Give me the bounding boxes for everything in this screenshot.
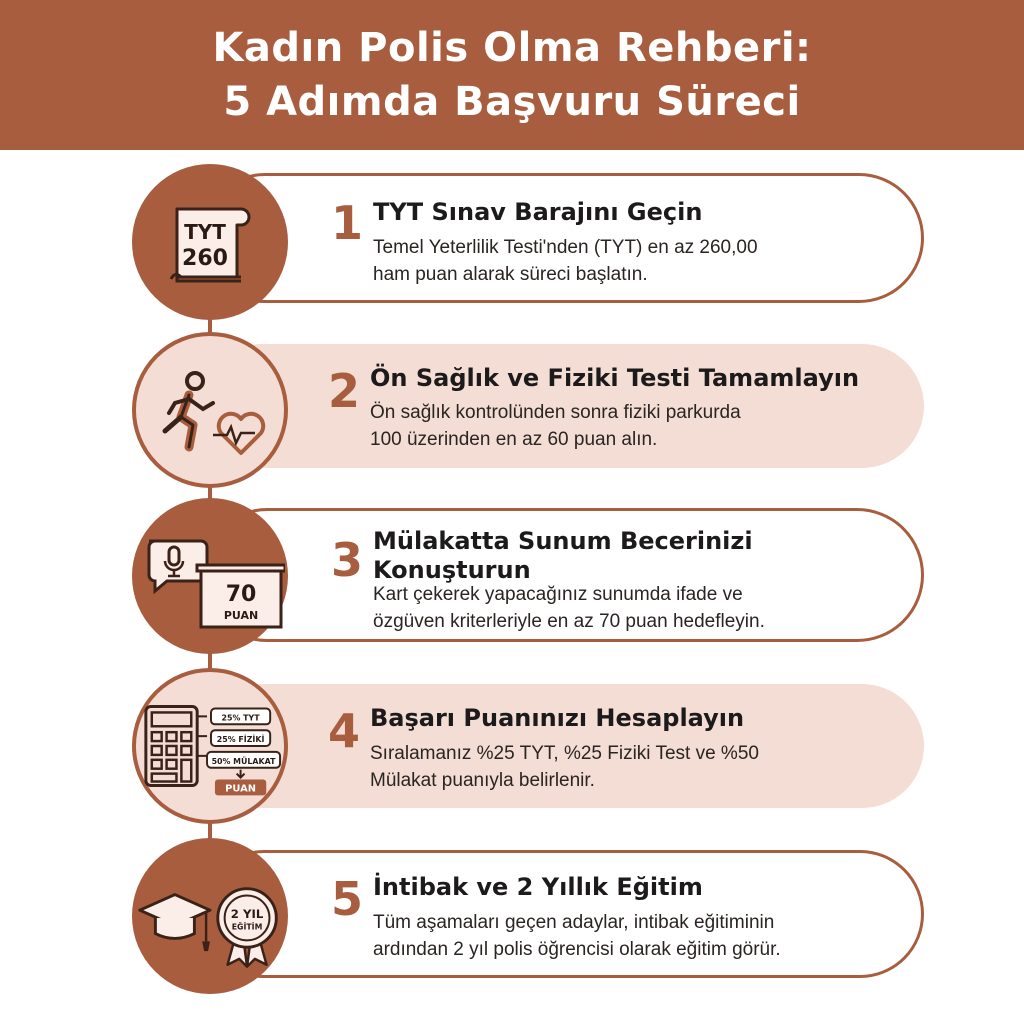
step-3-card xyxy=(200,508,924,642)
step-5-number: 5 xyxy=(331,871,364,926)
step-1-description xyxy=(373,234,873,288)
icon-text-fiziki-share: 25% FİZİKİ xyxy=(216,735,265,745)
page-title-line-1: Kadın Polis Olma Rehberi: xyxy=(212,25,812,71)
runner-heart-icon xyxy=(145,355,275,465)
step-3-desc-line-1: Kart çekerek yapacağınız sunumda ifade ve xyxy=(373,584,743,605)
step-3-description xyxy=(373,581,873,635)
step-2-description xyxy=(370,399,870,453)
step-1-icon-circle xyxy=(132,164,288,320)
step-3-title-line-2: Konuşturun xyxy=(373,556,531,584)
icon-text-puan: PUAN xyxy=(223,609,259,622)
step-4-card xyxy=(200,684,924,808)
step-1-title: TYT Sınav Barajını Geçin xyxy=(373,198,703,226)
step-3-title-line-1: Mülakatta Sunum Becerinizi xyxy=(373,527,753,555)
step-3-desc-line-2: özgüven kriterleriyle en az 70 puan hedefleyin. xyxy=(373,611,765,632)
step-4-desc-line-2: Mülakat puanıyla belirlenir. xyxy=(370,770,595,791)
step-2-card xyxy=(200,344,924,468)
step-4-icon-circle xyxy=(132,668,288,824)
step-3-icon-circle xyxy=(132,498,288,654)
step-4-desc-line-1: Sıralamanız %25 TYT, %25 Fiziki Test ve %50 xyxy=(370,743,759,764)
icon-text-70: 70 xyxy=(225,582,257,607)
step-4-description xyxy=(370,740,870,794)
header-banner xyxy=(0,0,1024,150)
step-5-card xyxy=(200,850,924,978)
step-1-desc-line-2: ham puan alarak süreci başlatın. xyxy=(373,264,648,285)
step-1-desc-line-1: Temel Yeterlilik Testi'nden (TYT) en az 260,00 xyxy=(373,237,758,258)
step-5-title: İntibak ve 2 Yıllık Eğitim xyxy=(373,873,703,901)
step-2-number: 2 xyxy=(328,363,361,418)
microphone-board-icon xyxy=(135,521,285,631)
step-2-icon-circle xyxy=(132,332,288,488)
step-1-card xyxy=(200,173,924,303)
icon-text-tyt-share: 25% TYT xyxy=(221,713,260,723)
step-5-icon-circle xyxy=(132,838,288,994)
step-2-desc-line-1: Ön sağlık kontrolünden sonra fiziki parkurda xyxy=(370,402,741,423)
step-2-title: Ön Sağlık ve Fiziki Testi Tamamlayın xyxy=(370,364,860,392)
icon-text-260: 260 xyxy=(182,246,228,271)
icon-text-mulakat-share: 50% MÜLAKAT xyxy=(211,756,276,766)
step-5-desc-line-2: ardından 2 yıl polis öğrencisi olarak eğitim görür. xyxy=(373,939,781,960)
step-5-description xyxy=(373,909,873,963)
step-4-number: 4 xyxy=(328,703,361,758)
icon-text-2-yil: 2 YIL xyxy=(230,906,264,921)
icon-text-puan-result: PUAN xyxy=(225,783,256,795)
graduation-badge-icon xyxy=(132,856,288,976)
icon-text-tyt: TYT xyxy=(184,220,226,244)
step-1-number: 1 xyxy=(331,195,364,250)
step-3-number: 3 xyxy=(331,532,364,587)
certificate-scroll-icon xyxy=(155,187,265,297)
step-4-title: Başarı Puanınızı Hesaplayın xyxy=(370,704,745,732)
step-2-desc-line-2: 100 üzerinden en az 60 puan alın. xyxy=(370,429,658,450)
page-title-line-2: 5 Adımda Başvuru Süreci xyxy=(223,79,801,125)
step-3-title xyxy=(373,527,753,585)
calculator-icon xyxy=(136,686,284,806)
icon-text-egitim: EĞİTİM xyxy=(231,922,263,932)
step-5-desc-line-1: Tüm aşamaları geçen adaylar, intibak eğitiminin xyxy=(373,912,775,933)
